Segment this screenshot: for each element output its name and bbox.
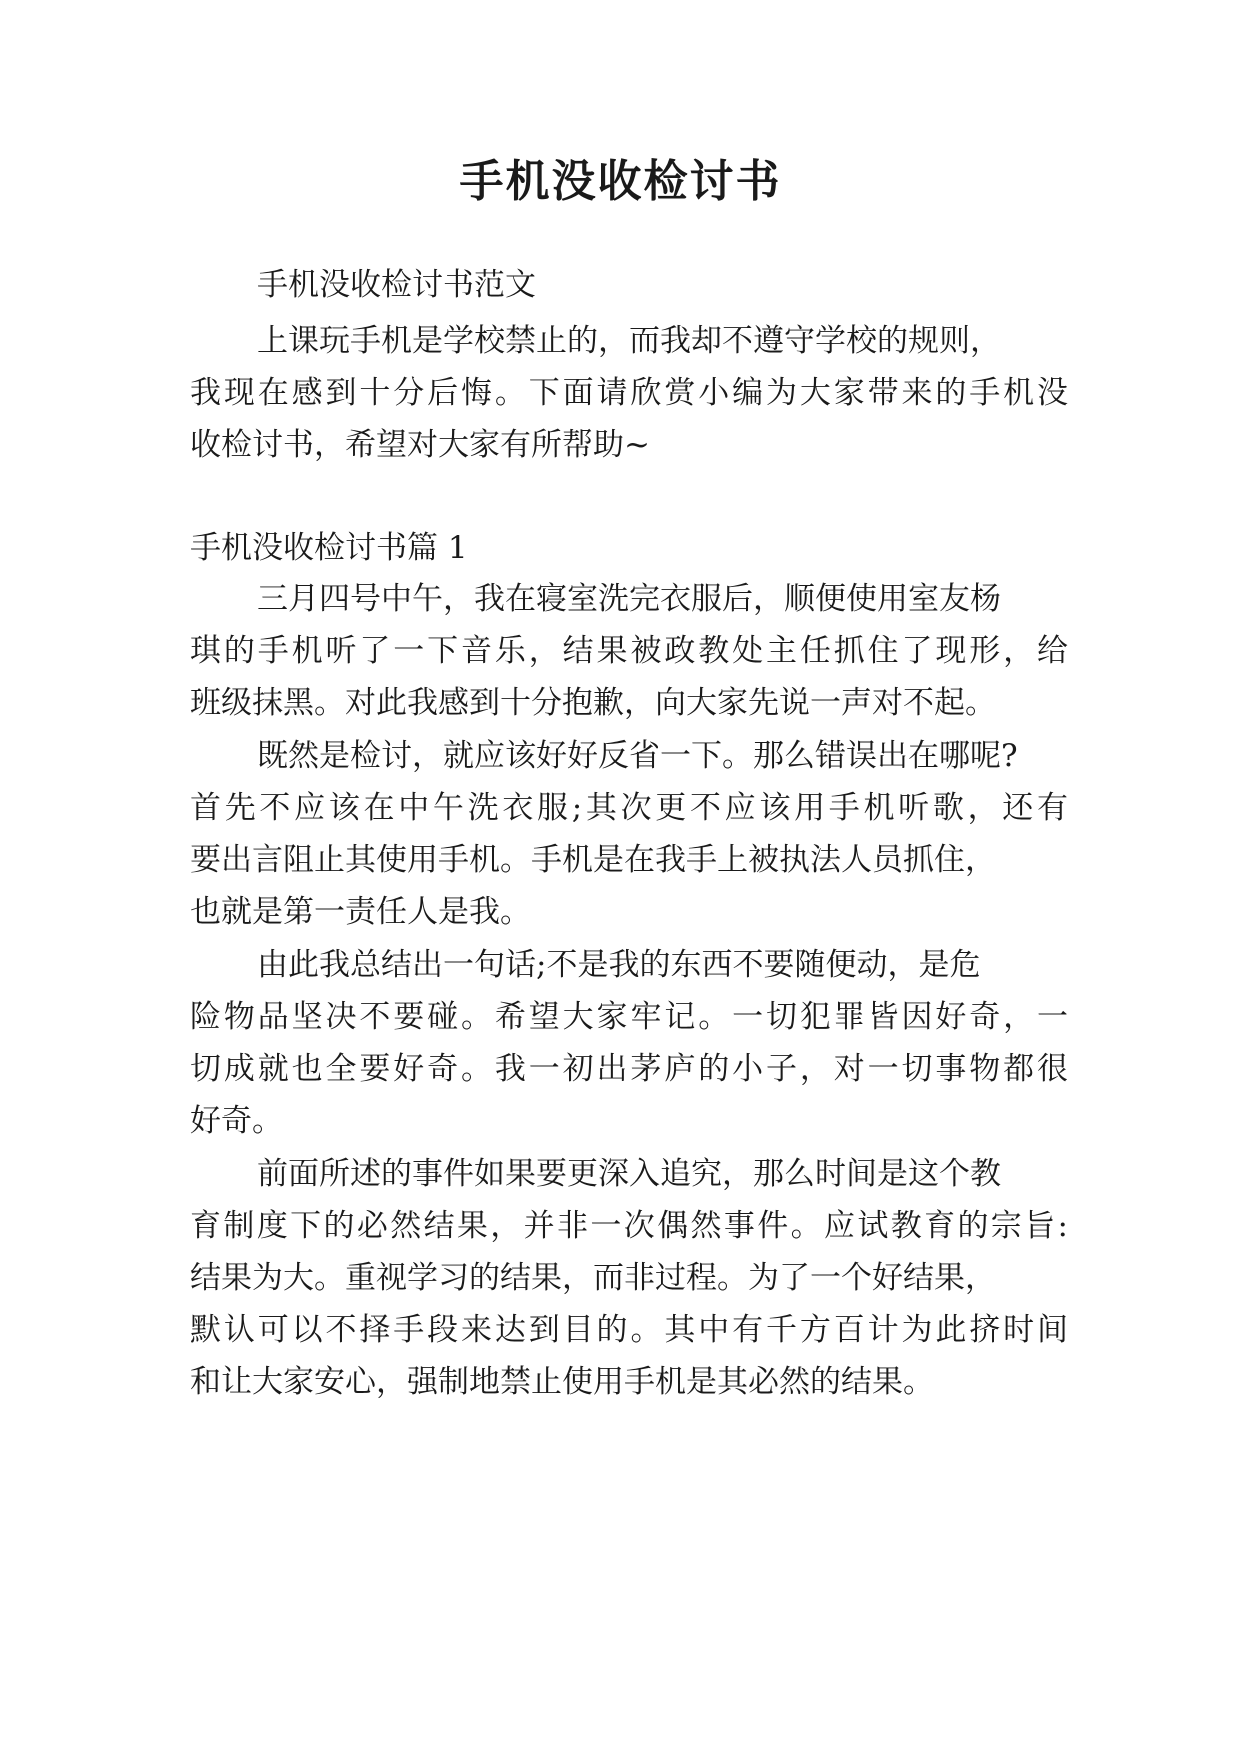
para4-line-2: 育制度下的必然结果，并非一次偶然事件。应试教育的宗旨: — [190, 1208, 1068, 1244]
subtitle-line: 手机没收检讨书范文 — [257, 267, 536, 303]
section-heading: 手机没收检讨书篇 1 — [190, 530, 468, 566]
para1-line-2: 琪的手机听了一下音乐，结果被政教处主任抓住了现形，给 — [190, 633, 1068, 669]
para3-line-2: 险物品坚决不要碰。希望大家牢记。一切犯罪皆因好奇，一 — [190, 999, 1068, 1035]
para4-line-5: 和让大家安心，强制地禁止使用手机是其必然的结果。 — [190, 1364, 934, 1400]
para3-line-1: 由此我总结出一句话;不是我的东西不要随便动，是危 — [257, 947, 981, 983]
para1-line-3: 班级抹黑。对此我感到十分抱歉，向大家先说一声对不起。 — [190, 685, 996, 721]
para2-line-2: 首先不应该在中午洗衣服;其次更不应该用手机听歌，还有 — [190, 790, 1068, 826]
document-title: 手机没收检讨书 — [459, 156, 782, 207]
para3-line-4: 好奇。 — [190, 1103, 283, 1139]
intro-line-1: 上课玩手机是学校禁止的，而我却不遵守学校的规则， — [257, 323, 1001, 359]
para2-line-4: 也就是第一责任人是我。 — [190, 894, 531, 930]
para2-line-1: 既然是检讨，就应该好好反省一下。那么错误出在哪呢? — [257, 738, 1018, 774]
intro-line-3: 收检讨书，希望对大家有所帮助~ — [190, 427, 650, 463]
para1-line-1: 三月四号中午，我在寝室洗完衣服后，顺便使用室友杨 — [257, 581, 1001, 617]
para3-line-3: 切成就也全要好奇。我一初出茅庐的小子，对一切事物都很 — [190, 1051, 1068, 1087]
para4-line-4: 默认可以不择手段来达到目的。其中有千方百计为此挤时间 — [190, 1312, 1068, 1348]
para2-line-3: 要出言阻止其使用手机。手机是在我手上被执法人员抓住， — [190, 842, 996, 878]
para4-line-1: 前面所述的事件如果要更深入追究，那么时间是这个教 — [257, 1156, 1001, 1192]
intro-line-2: 我现在感到十分后悔。下面请欣赏小编为大家带来的手机没 — [190, 375, 1068, 411]
para4-line-3: 结果为大。重视学习的结果，而非过程。为了一个好结果， — [190, 1260, 996, 1296]
